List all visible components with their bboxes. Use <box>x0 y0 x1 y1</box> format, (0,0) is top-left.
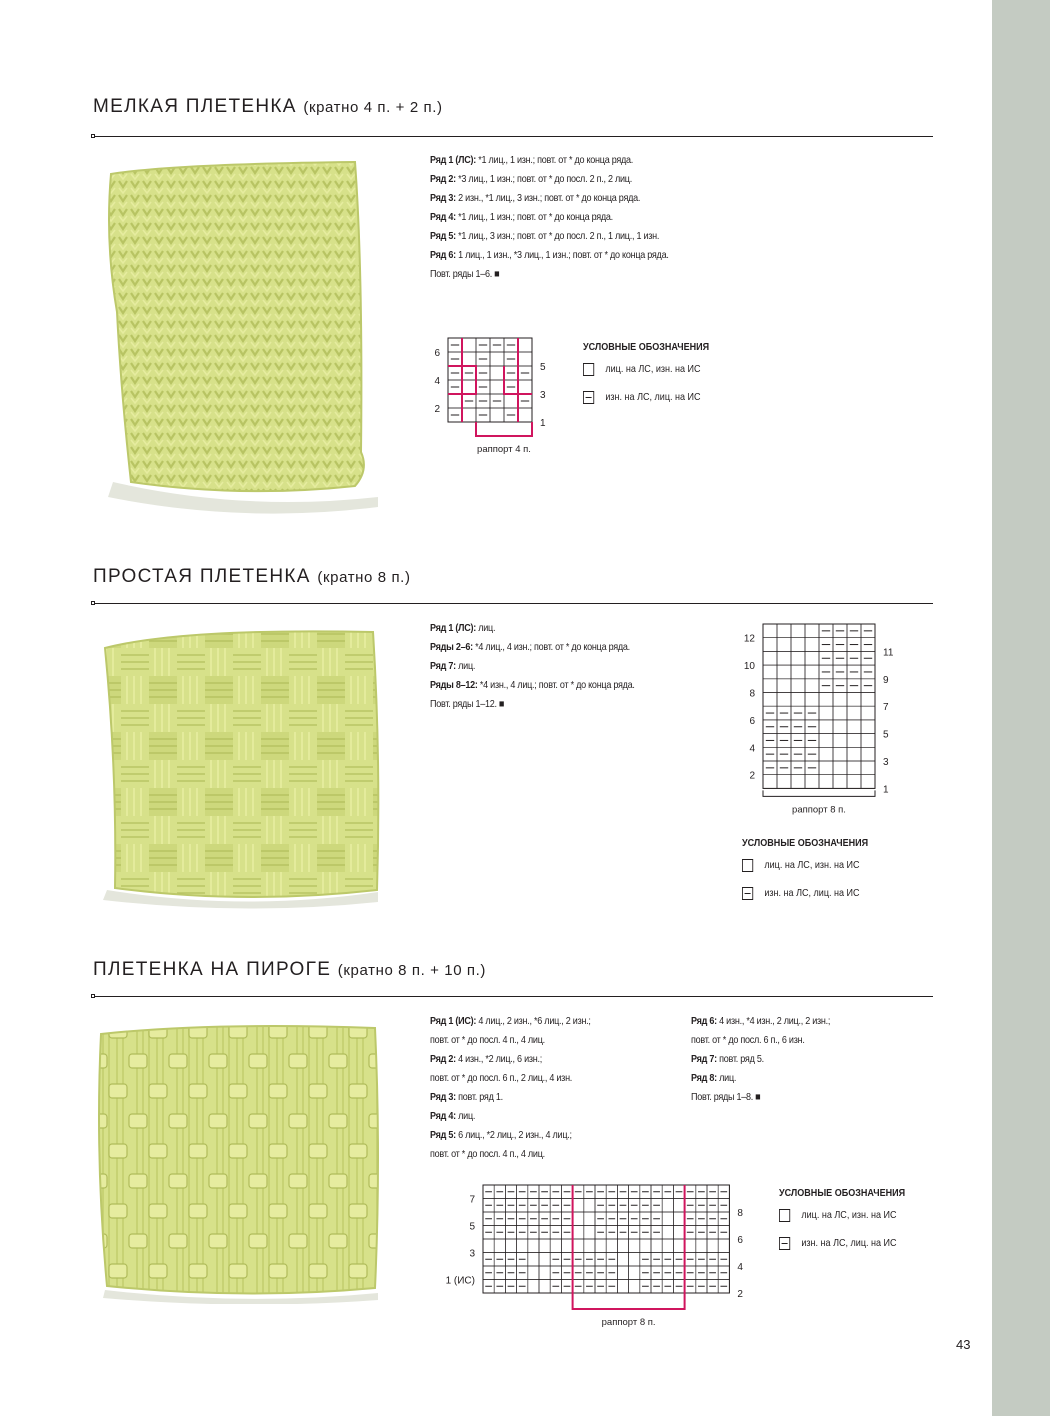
instruction-row: Ряд 5: *1 лиц., 3 изн.; повт. от * до посл. 2 п., 1 лиц., 1 изн. <box>430 230 660 242</box>
purl-symbol-icon <box>779 1237 790 1250</box>
repeat-bracket <box>763 790 875 796</box>
legend-item-knit: лиц. на ЛС, изн. на ИС <box>583 355 709 383</box>
legend-item-knit: лиц. на ЛС, изн. на ИС <box>742 851 868 879</box>
instruction-row: Ряд 3: повт. ряд 1. <box>430 1091 503 1103</box>
repeat-label: раппорт 4 п. <box>477 444 531 455</box>
knit-symbol-icon <box>583 363 594 376</box>
row-number: 7 <box>469 1194 475 1206</box>
instruction-row: повт. от * до посл. 6 п., 6 изн. <box>691 1034 805 1046</box>
instruction-row: Ряд 1 (ЛС): лиц. <box>430 622 496 634</box>
instruction-row: Ряд 7: лиц. <box>430 660 476 672</box>
repeat-note: Повт. ряды 1–8. ■ <box>691 1091 761 1103</box>
row-number: 1 <box>883 784 889 796</box>
row-number: 5 <box>883 729 889 741</box>
repeat-note: Повт. ряды 1–12. ■ <box>430 698 505 710</box>
legend-title: УСЛОВНЫЕ ОБОЗНАЧЕНИЯ <box>583 341 710 353</box>
section-2-rule <box>93 603 933 604</box>
legend-1 <box>583 339 709 411</box>
instruction-row: Ряд 4: лиц. <box>430 1110 476 1122</box>
row-number: 9 <box>883 674 889 686</box>
section-3-instructions-col1 <box>430 1012 591 1164</box>
repeat-label: раппорт 8 п. <box>601 1317 656 1328</box>
swatch-photo-2 <box>93 620 388 910</box>
section-1-instructions <box>430 151 669 284</box>
row-number: 5 <box>540 362 546 373</box>
row-number: 11 <box>883 647 894 659</box>
instruction-row: Ряд 4: *1 лиц., 1 изн.; повт. от * до конца ряда. <box>430 211 613 223</box>
row-number: 3 <box>469 1248 475 1260</box>
instruction-row: Ряд 2: 4 изн., *2 лиц., 6 изн.; <box>430 1053 542 1065</box>
page-number: 43 <box>956 1337 971 1352</box>
rule-marker <box>91 134 95 138</box>
instruction-row: Ряд 2: *3 лиц., 1 изн.; повт. от * до посл. 2 п., 2 лиц. <box>430 173 632 185</box>
purl-symbol-icon <box>742 887 753 900</box>
row-number: 2 <box>749 770 755 782</box>
section-1-title: МЕЛКАЯ ПЛЕТЕНКА (кратно 4 п. + 2 п.) <box>93 96 443 117</box>
legend-3 <box>779 1185 905 1257</box>
knitting-chart-1 <box>420 330 560 465</box>
row-number: 1 (ИС) <box>445 1275 475 1287</box>
knit-symbol-icon <box>779 1209 790 1222</box>
legend-item-purl: изн. на ЛС, лиц. на ИС <box>742 879 868 907</box>
row-number: 12 <box>743 633 755 645</box>
repeat-leg <box>476 422 532 436</box>
row-number: 6 <box>749 715 755 727</box>
legend-item-purl: изн. на ЛС, лиц. на ИС <box>583 383 709 411</box>
row-number: 3 <box>883 757 889 768</box>
swatch-photo-3 <box>93 1018 385 1304</box>
row-number: 2 <box>737 1289 743 1300</box>
section-2-instructions <box>430 619 635 714</box>
section-2-title: ПРОСТАЯ ПЛЕТЕНКА (кратно 8 п.) <box>93 566 411 587</box>
instruction-row: Ряд 6: 1 лиц., 1 изн., *3 лиц., 1 изн.; повт. от * до конца ряда. <box>430 249 669 261</box>
rule-marker <box>91 601 95 605</box>
legend-item-knit: лиц. на ЛС, изн. на ИС <box>779 1201 905 1229</box>
knit-symbol-icon <box>742 859 753 872</box>
section-3-rule <box>93 996 933 997</box>
instruction-row: Ряд 3: 2 изн., *1 лиц., 3 изн.; повт. от * до конца ряда. <box>430 192 641 204</box>
swatch-photo-1 <box>93 152 383 516</box>
row-number: 2 <box>434 404 440 415</box>
instruction-row: повт. от * до посл. 6 п., 2 лиц., 4 изн. <box>430 1072 573 1084</box>
repeat-note: Повт. ряды 1–6. ■ <box>430 268 500 280</box>
repeat-label: раппорт 8 п. <box>792 804 846 816</box>
instruction-row: повт. от * до посл. 4 п., 4 лиц. <box>430 1148 545 1160</box>
row-number: 4 <box>749 743 755 755</box>
instruction-row: Ряд 1 (ИС): 4 лиц., 2 изн., *6 лиц., 2 изн.; <box>430 1015 591 1027</box>
instruction-row: Ряд 5: 6 лиц., *2 лиц., 2 изн., 4 лиц.; <box>430 1129 572 1141</box>
row-number: 1 <box>540 418 546 429</box>
instruction-row: Ряд 1 (ЛС): *1 лиц., 1 изн.; повт. от * до конца ряда. <box>430 154 634 166</box>
section-3-instructions-col2 <box>691 1012 830 1107</box>
row-number: 6 <box>737 1235 743 1246</box>
row-number: 8 <box>737 1208 743 1219</box>
purl-symbol-icon <box>583 391 594 404</box>
knitting-chart-3 <box>428 1180 758 1328</box>
row-number: 4 <box>434 376 440 387</box>
side-band <box>992 0 1050 1416</box>
instruction-row: Ряды 2–6: *4 лиц., 4 изн.; повт. от * до конца ряда. <box>430 641 630 653</box>
knitting-chart-2 <box>728 620 903 815</box>
instruction-row: Ряд 6: 4 изн., *4 изн., 2 лиц., 2 изн.; <box>691 1015 831 1027</box>
instruction-row: повт. от * до посл. 4 п., 4 лиц. <box>430 1034 545 1046</box>
row-number: 8 <box>749 688 755 700</box>
legend-2 <box>742 835 868 907</box>
row-number: 7 <box>883 702 889 714</box>
legend-title: УСЛОВНЫЕ ОБОЗНАЧЕНИЯ <box>742 837 869 849</box>
legend-item-purl: изн. на ЛС, лиц. на ИС <box>779 1229 905 1257</box>
row-number: 5 <box>469 1221 475 1233</box>
row-number: 4 <box>737 1262 743 1273</box>
instruction-row: Ряды 8–12: *4 изн., 4 лиц.; повт. от * до конца ряда. <box>430 679 635 691</box>
section-1-rule <box>93 136 933 137</box>
row-number: 3 <box>540 390 546 401</box>
section-3-title: ПЛЕТЕНКА НА ПИРОГЕ (кратно 8 п. + 10 п.) <box>93 959 487 980</box>
row-number: 10 <box>743 661 755 673</box>
instruction-row: Ряд 7: повт. ряд 5. <box>691 1053 764 1065</box>
row-number: 6 <box>434 348 440 359</box>
rule-marker <box>91 994 95 998</box>
legend-title: УСЛОВНЫЕ ОБОЗНАЧЕНИЯ <box>779 1187 906 1199</box>
instruction-row: Ряд 8: лиц. <box>691 1072 737 1084</box>
